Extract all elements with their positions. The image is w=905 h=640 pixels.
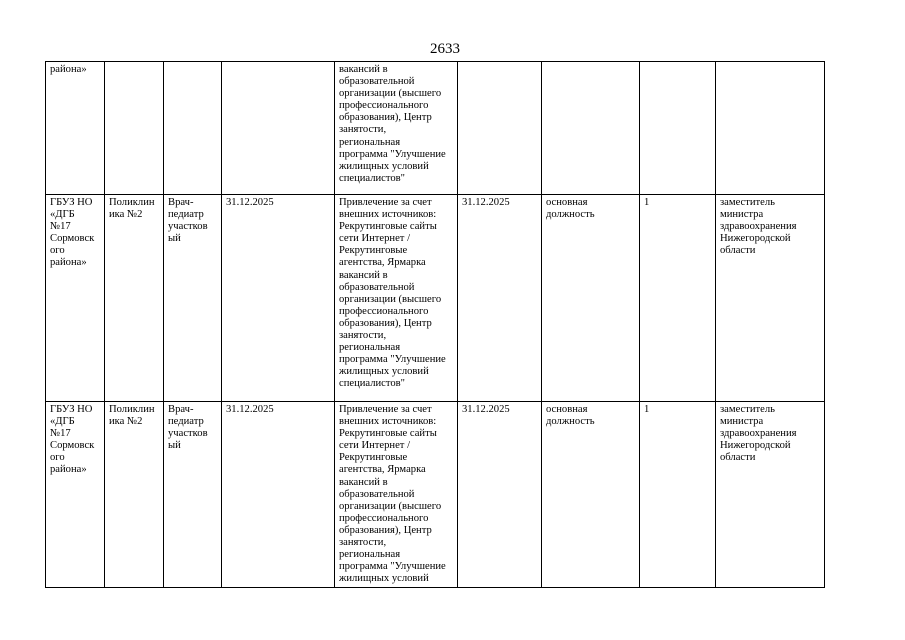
page-number: 2633 [430,41,460,57]
organization-text: ГБУЗ НО «ДГБ №17 Сормовск ого района» [50,404,95,476]
department-cell [105,402,164,588]
count-text: 1 [644,404,650,415]
department-text: Поликлин ика №2 [109,197,155,221]
method-text: Привлечение за счет внешних источников: Рекрутинговые сайты сети Интернет / Рекрутинговые агентства, Ярмарка вакансий в образовательной организации (высшего профессионального образования), Центр занятости, региональная программа "Улучшение жилищных условий [339,404,446,585]
method-cell [335,402,458,588]
table-row [46,402,825,588]
responsible-cell [716,62,825,195]
deadline-cell [458,195,542,402]
deadline-text: 31.12.2025 [462,197,510,208]
table-row [46,62,825,195]
position-text: Врач- педиатр участков ый [168,404,208,452]
deadline-cell [458,62,542,195]
date-cell [222,195,335,402]
count-cell [640,402,716,588]
count-cell [640,195,716,402]
position-cell [164,195,222,402]
organization-cell [46,62,105,195]
count-text: 1 [644,197,650,208]
staffing-table [45,61,825,588]
date-cell [222,402,335,588]
position-type-text: основная должность [546,404,595,428]
responsible-text: заместитель министра здравоохранения Нижегородской области [720,404,797,464]
deadline-cell [458,402,542,588]
department-text: Поликлин ика №2 [109,404,155,428]
date-text: 31.12.2025 [226,197,274,208]
method-cell [335,62,458,195]
position-type-cell [542,195,640,402]
organization-text: района» [50,64,87,75]
deadline-text: 31.12.2025 [462,404,510,415]
position-type-cell [542,62,640,195]
department-cell [105,195,164,402]
position-cell [164,402,222,588]
department-cell [105,62,164,195]
method-text: Привлечение за счет внешних источников: Рекрутинговые сайты сети Интернет / Рекрутинговые агентства, Ярмарка вакансий в образовательной организации (высшего профессионального образования), Центр занятости, региональная программа "Улучшение жилищных условий специалистов" [339,197,446,390]
organization-cell [46,195,105,402]
date-text: 31.12.2025 [226,404,274,415]
date-cell [222,62,335,195]
organization-text: ГБУЗ НО «ДГБ №17 Сормовск ого района» [50,197,95,269]
position-cell [164,62,222,195]
count-cell [640,62,716,195]
position-type-text: основная должность [546,197,595,221]
position-text: Врач- педиатр участков ый [168,197,208,245]
responsible-text: заместитель министра здравоохранения Нижегородской области [720,197,797,257]
responsible-cell [716,402,825,588]
table-row [46,195,825,402]
organization-cell [46,402,105,588]
responsible-cell [716,195,825,402]
method-cell [335,195,458,402]
position-type-cell [542,402,640,588]
method-text: вакансий в образовательной организации (высшего профессионального образования), Центр занятости, региональная программа "Улучшение жилищных условий специалистов" [339,64,446,184]
